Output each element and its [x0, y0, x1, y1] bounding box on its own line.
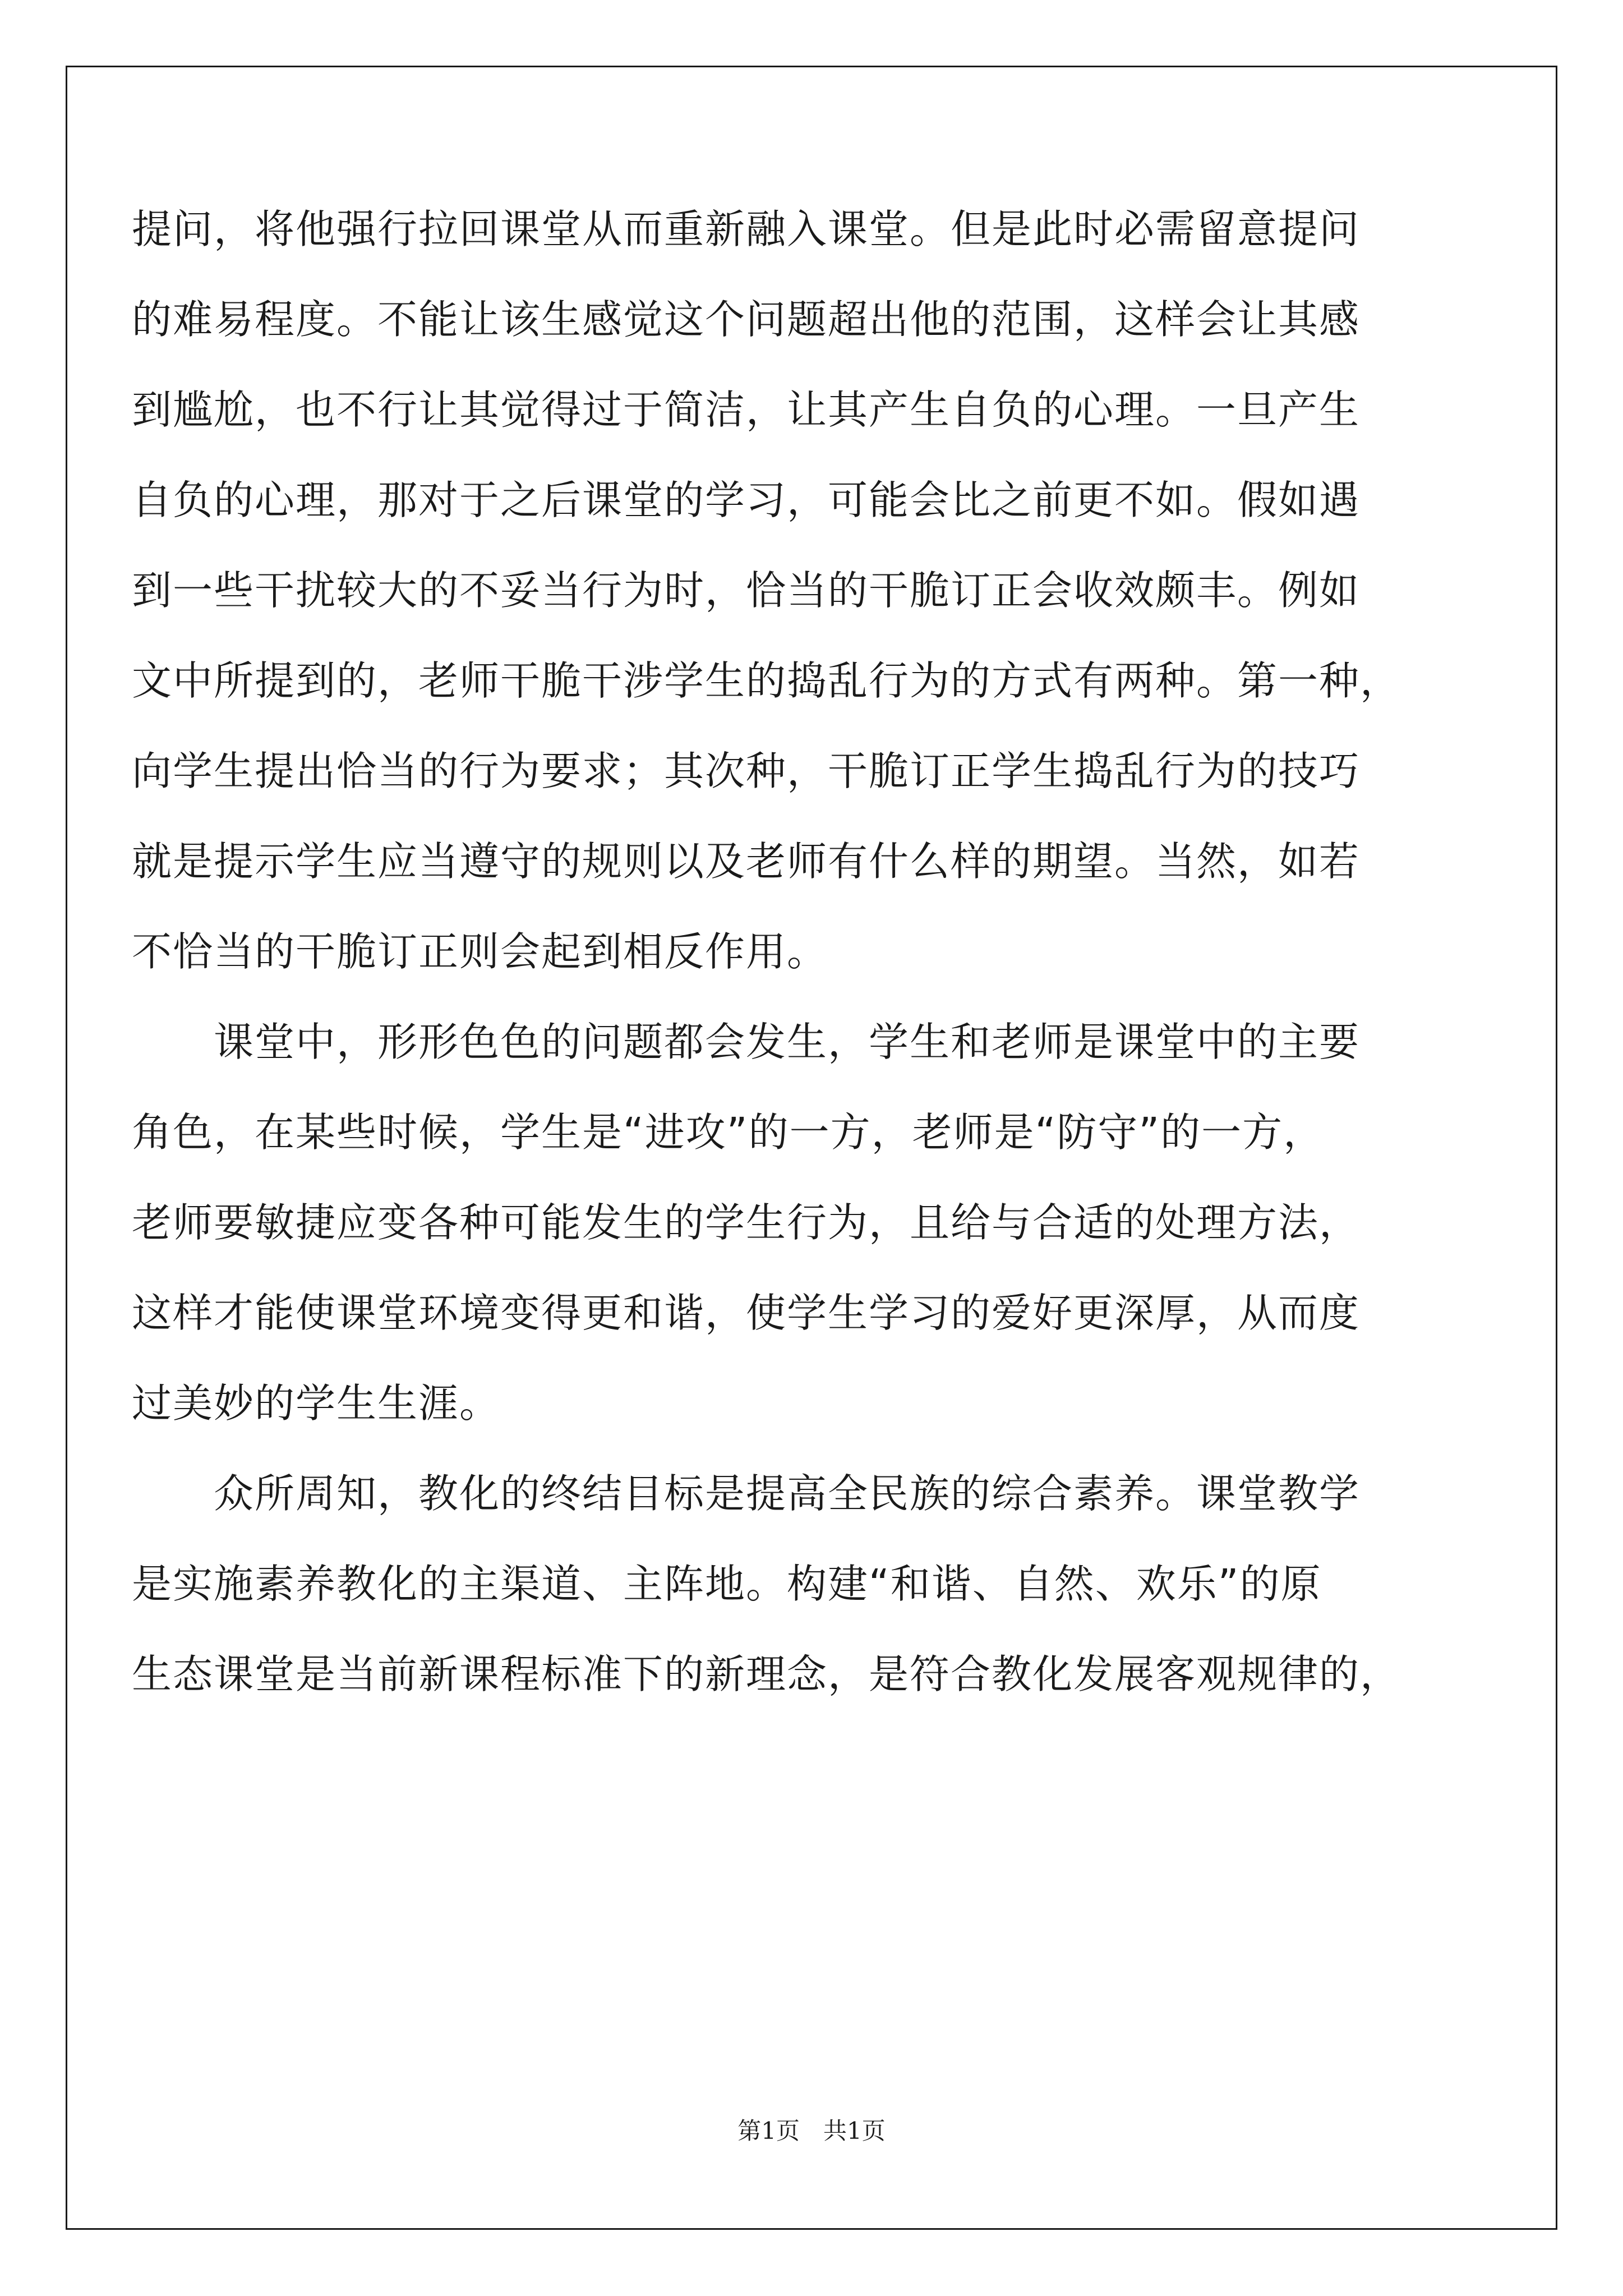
- page-footer: 第1页 共1页: [737, 2117, 886, 2145]
- text-line-7: 向学生提出恰当的行为要求；其次种，干脆订正学生捣乱行为的技巧: [132, 748, 1361, 794]
- text-line-15: 众所周知，教化的终结目标是提高全民族的综合素养。课堂教学: [132, 1470, 1361, 1517]
- text-line-4: 自负的心理，那对于之后课堂的学习，可能会比之前更不如。假如遇: [132, 477, 1361, 523]
- text-line-8: 就是提示学生应当遵守的规则以及老师有什么样的期望。当然，如若: [132, 838, 1361, 885]
- text-line-9: 不恰当的干脆订正则会起到相反作用。: [132, 928, 828, 975]
- text-line-17: 生态课堂是当前新课程标准下的新理念，是符合教化发展客观规律的，: [132, 1651, 1401, 1697]
- text-line-12: 老师要敏捷应变各种可能发生的学生行为，且给与合适的处理方法，: [132, 1199, 1361, 1246]
- text-line-5: 到一些干扰较大的不妥当行为时，恰当的干脆订正会收效颇丰。例如: [132, 567, 1361, 614]
- text-line-14: 过美妙的学生生涯。: [132, 1380, 501, 1427]
- text-line-3: 到尴尬，也不行让其觉得过于简洁，让其产生自负的心理。一旦产生: [132, 386, 1361, 433]
- text-line-11: 角色，在某些时候，学生是“进攻”的一方，老师是“防守”的一方，: [132, 1109, 1325, 1156]
- text-line-10: 课堂中，形形色色的问题都会发生，学生和老师是课堂中的主要: [132, 1019, 1361, 1065]
- text-line-2: 的难易程度。不能让该生感觉这个问题超出他的范围，这样会让其感: [132, 296, 1361, 343]
- text-line-16: 是实施素养教化的主渠道、主阵地。构建“和谐、自然、欢乐”的原: [132, 1561, 1322, 1607]
- text-line-13: 这样才能使课堂环境变得更和谐，使学生学习的爱好更深厚，从而度: [132, 1290, 1361, 1336]
- text-line-1: 提问，将他强行拉回课堂从而重新融入课堂。但是此时必需留意提问: [132, 206, 1361, 252]
- text-line-6: 文中所提到的，老师干脆干涉学生的捣乱行为的方式有两种。第一种，: [132, 657, 1401, 704]
